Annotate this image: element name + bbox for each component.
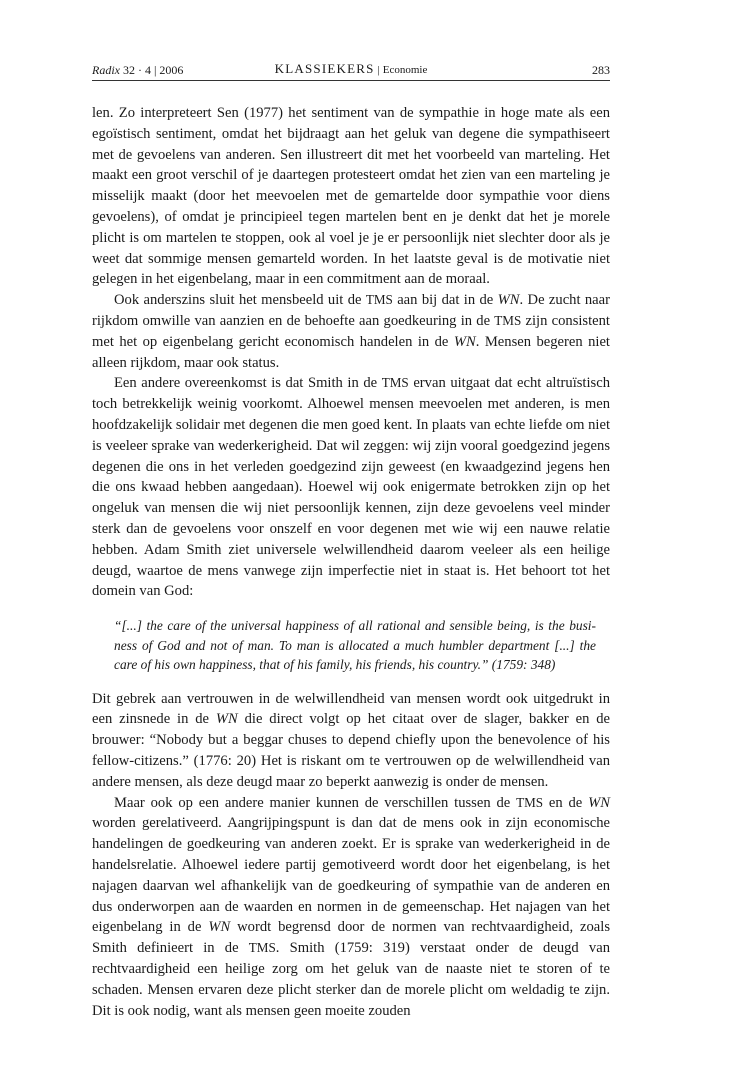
body-paragraph [92, 103, 610, 290]
text-run: len. Zo interpreteert Sen (1977) het sentiment van de sympathie in hoge mate als een egoïstisch sentiment, omdat het bijdraagt aan het geluk van degene die sympathiseert met de gevoelens van anderen. Sen illustreert dit met het voorbeeld van marteling. Het maakt een groot verschil of je daartegen protesteert omdat het zien van een marteling je misselijk maakt (door het meevoelen met de gemartelde door sympathie voor diens gevoelens), of omdat je principieel tegen martelen bent en je denkt dat het je morele plicht is om martelen te stoppen, ook al voel je je er persoonlijk niet slechter door als je weet dat sommige mensen gemarteld worden. In het laatste geval is de motivatie niet gelegen in het eigenbelang, maar in een commitment aan de moraal. [92, 105, 610, 288]
text-run: “[...] the care of the universal happiness of all rational and sensible being, is the business of God and not of man. To man is allocated a much humbler department [...] the care of his own happiness, that of his family, his friends, his country.” (1759: 348) [114, 618, 596, 673]
italic-run: WN [215, 711, 238, 728]
block-quote [114, 616, 596, 675]
text-run: . Smith (1759: 319) verstaat onder de deugd van rechtvaardigheid een heilige zorg om het geluk van de naaste niet te storen of te schaden. Mensen ervaren deze plicht sterker dan de morele plicht om weldadig te zijn. Dit is ook nodig, want als mensen geen moeite zouden [92, 940, 610, 1019]
body-paragraph [92, 793, 610, 1022]
section-divider: | [377, 64, 380, 76]
text-run: . De zucht naar rijkdom omwille van aanzien en de behoefte aan goedkeuring in de [92, 292, 611, 329]
abbreviation-run: TMS [516, 794, 544, 810]
section-title [92, 61, 610, 77]
text-run: die direct volgt op het citaat over de slager, bakker en de brouwer: “Nobody but a beggar chuses to depend chiefly upon the benevolence of his fellow-citizens.” (1776: 20) Het is riskant om te vertrouwen op de welwillendheid van andere mensen, als deze deugd maar zo beperkt aanwezig is onder de mensen. [92, 711, 611, 790]
italic-run: WN [208, 919, 231, 936]
abbreviation-run: TMS [248, 940, 276, 956]
body-paragraph [92, 689, 610, 793]
body-paragraph [92, 373, 610, 602]
text-run: aan bij dat in de [392, 292, 498, 309]
subsection-name: Economie [382, 64, 428, 76]
text-run: zijn consistent met het op eigenbelang gericht economisch handelen in de [92, 312, 610, 350]
running-header [92, 58, 610, 81]
italic-run: WN [453, 333, 476, 350]
text-run: . Mensen begeren niet alleen rijkdom, maar ook status. [92, 333, 610, 371]
text-run: Dit gebrek aan vertrouwen in de welwillendheid van mensen wordt ook uitgedrukt in een zinsnede in de [92, 690, 610, 728]
italic-run: WN [588, 794, 610, 811]
text-run: Maar ook op een andere manier kunnen de verschillen tussen de [114, 794, 517, 811]
journal-name: Radix [92, 63, 120, 77]
text-run: Ook anderszins sluit het mensbeeld uit de [114, 292, 366, 309]
page-number: 283 [592, 63, 610, 77]
body-paragraph [92, 290, 610, 373]
text-run: ervan uitgaat dat echt altruïstisch toch betrekkelijk weinig voorkomt. Alhoewel mensen meevoelen met anderen, is men hoofdzakelijk solidair met degenen die men goed kent. In plaats van echte liefde om niet is veeleer sprake van wederkerigheid. Dat wil zeggen: wij zijn vooral goedgezind jegens degenen die ons in het verleden goedgezind zijn geweest (en kwaadgezind jegens hen die ons kwaad hebben aangedaan). Hoewel wij ook enigermate betrokken zijn op het ongeluk van mensen die wij niet persoonlijk kennen, zijn deze gevoelens veel minder sterk dan de gevoelens voor onszelf en voor degenen met wie wij een nauwe relatie hebben. Adam Smith ziet universele welwillendheid daarom veeleer als een heilige deugd, waartoe de mens vanwege zijn imperfectie niet in staat is. Het behoort tot het domein van God: [92, 375, 610, 600]
text-run: wordt begrensd door de normen van rechtvaardigheid, zoals Smith definieert in de [92, 919, 610, 957]
article-body [92, 103, 610, 1021]
italic-run: WN [497, 292, 520, 309]
abbreviation-run: TMS [381, 375, 409, 391]
journal-volume: 32 · 4 | 2006 [123, 63, 184, 77]
text-run: Een andere overeenkomst is dat Smith in de [114, 375, 382, 392]
text-run: worden gerelativeerd. Aangrijpingspunt is dan dat de mens ook in zijn economische handelingen de goedkeuring van anderen zoekt. Er is sprake van wederkerigheid in de handelsrelatie. Alhoewel iedere partij gemotiveerd wordt door het eigenbelang, is het najagen daarvan wel afhankelijk van de goedkeuring of sympathie van de anderen en dus onderworpen aan de waarden en normen in de gemeenschap. Het najagen van het eigenbelang in de [92, 815, 610, 936]
abbreviation-run: TMS [494, 312, 522, 328]
abbreviation-run: TMS [365, 292, 393, 308]
section-name: KLASSIEKERS [274, 61, 375, 76]
text-run: en de [543, 794, 589, 811]
